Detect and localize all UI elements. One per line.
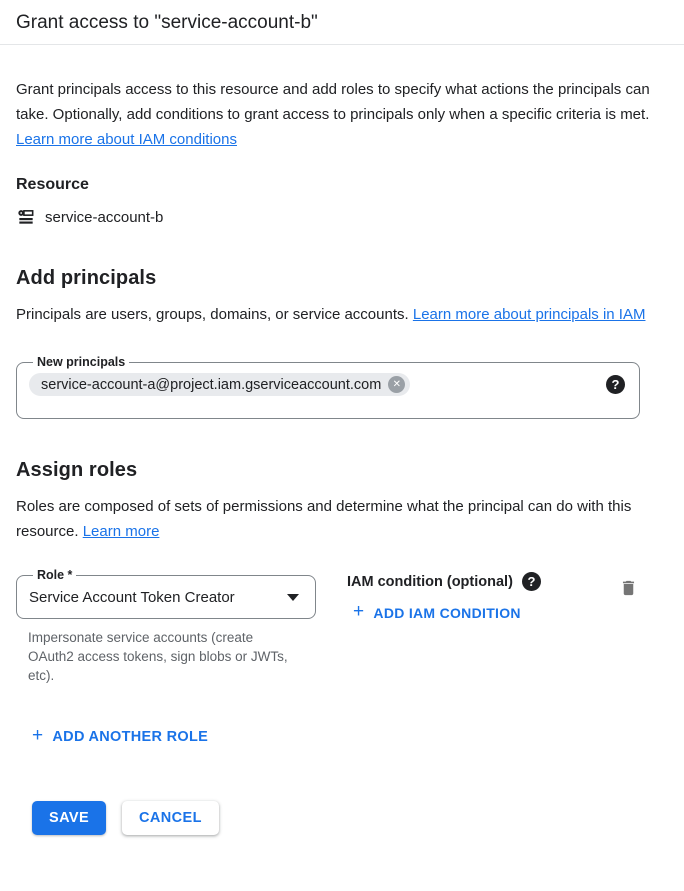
iam-conditions-link[interactable]: Learn more about IAM conditions xyxy=(16,131,237,148)
iam-condition-label-row xyxy=(347,572,541,591)
assign-roles-heading: Assign roles xyxy=(16,459,138,481)
roles-desc-text: Roles are composed of sets of permissions and determine what the principal can do with this resource. xyxy=(16,498,632,540)
plus-icon: + xyxy=(32,725,44,746)
role-select[interactable] xyxy=(16,568,316,619)
role-column xyxy=(16,568,316,685)
dialog-title: Grant access to "service-account-b" xyxy=(16,12,318,33)
delete-role-button[interactable] xyxy=(617,576,640,603)
role-value-row xyxy=(29,586,303,606)
principal-chip-text: service-account-a@project.iam.gserviceaccount.com xyxy=(41,376,382,393)
add-principals-description xyxy=(16,302,668,327)
service-account-icon xyxy=(16,207,36,227)
role-helper-text: Impersonate service accounts (create OAuth2 access tokens, sign blobs or JWTs, etc). xyxy=(28,630,288,683)
dialog-header xyxy=(0,0,684,44)
iam-condition-column xyxy=(347,568,541,623)
new-principals-label: New principals xyxy=(37,355,126,369)
principals-desc-text: Principals are users, groups, domains, or service accounts. xyxy=(16,306,409,323)
principals-help-icon[interactable]: ? xyxy=(606,375,625,394)
iam-condition-label: IAM condition (optional) xyxy=(347,573,513,590)
header-divider xyxy=(0,44,684,45)
chip-remove-icon[interactable]: ✕ xyxy=(388,376,405,393)
new-principals-field[interactable] xyxy=(16,355,640,419)
resource-heading: Resource xyxy=(16,176,89,193)
intro-text: Grant principals access to this resource and add roles to specify what actions the principals can take. Optionally, add conditions to grant access to principals only when a specific criteria is met. xyxy=(16,81,650,123)
resource-item xyxy=(16,207,668,227)
resource-name: service-account-b xyxy=(45,208,164,226)
role-row xyxy=(16,568,668,685)
add-iam-condition-label: ADD IAM CONDITION xyxy=(373,604,521,621)
dropdown-arrow-icon xyxy=(287,594,299,601)
trash-icon xyxy=(619,586,638,601)
role-label: Role * xyxy=(37,568,73,582)
plus-icon: + xyxy=(353,601,365,622)
add-iam-condition-button[interactable] xyxy=(353,603,521,622)
principal-chip[interactable] xyxy=(29,373,410,396)
dialog-footer xyxy=(32,801,652,835)
dialog-content xyxy=(0,77,684,835)
role-selected-value: Service Account Token Creator xyxy=(29,589,235,606)
delete-column xyxy=(617,568,640,603)
add-another-role-label: ADD ANOTHER ROLE xyxy=(52,728,209,745)
save-button[interactable]: SAVE xyxy=(32,801,106,835)
principals-learn-more-link[interactable]: Learn more about principals in IAM xyxy=(412,306,646,323)
assign-roles-description xyxy=(16,494,668,544)
iam-condition-help-icon[interactable]: ? xyxy=(522,572,541,591)
new-principals-inner xyxy=(29,373,627,396)
add-principals-heading: Add principals xyxy=(16,267,157,289)
cancel-button[interactable]: CANCEL xyxy=(122,801,219,835)
roles-learn-more-link[interactable]: Learn more xyxy=(82,523,160,540)
intro-paragraph xyxy=(16,77,668,152)
add-another-role-button[interactable] xyxy=(32,727,208,746)
